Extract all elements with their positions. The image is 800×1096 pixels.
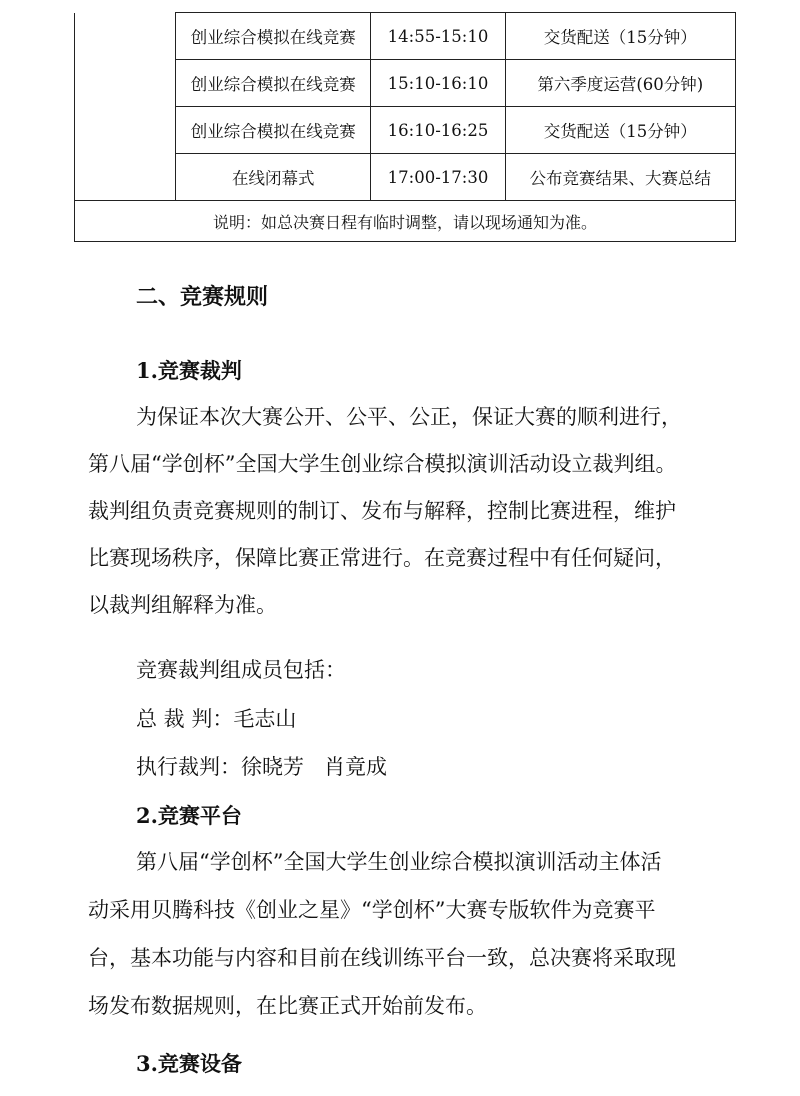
table-row	[75, 154, 736, 201]
table-row	[75, 107, 736, 154]
table-cell-session: 创业综合模拟在线竞赛	[176, 60, 371, 107]
schedule-table	[74, 12, 736, 242]
paragraph-line: 以裁判组解释为准。	[88, 593, 277, 617]
table-cell-blank	[75, 154, 176, 201]
table-cell-time: 14:55-15:10	[371, 13, 505, 60]
section-title: 二、竞赛规则	[136, 284, 269, 310]
table-cell-session: 在线闭幕式	[176, 154, 371, 201]
table-cell-content: 第六季度运营(60分钟)	[505, 60, 735, 107]
table-cell-time: 16:10-16:25	[371, 107, 505, 154]
table-cell-content: 交货配送（15分钟）	[505, 107, 735, 154]
table-row	[75, 60, 736, 107]
paragraph-line: 动采用贝腾科技《创业之星》“学创杯”大赛专版软件为竞赛平	[88, 898, 656, 922]
chief-referee: 总 裁 判：毛志山	[136, 707, 297, 731]
members-intro: 竞赛裁判组成员包括：	[136, 658, 346, 682]
paragraph-line: 第八届“学创杯”全国大学生创业综合模拟演训活动主体活	[136, 850, 662, 874]
table-cell-blank	[75, 107, 176, 154]
schedule-note: 说明：如总决赛日程有临时调整，请以现场通知为准。	[75, 201, 736, 242]
paragraph-line: 台，基本功能与内容和目前在线训练平台一致，总决赛将采取现	[88, 946, 676, 970]
table-row-note	[75, 201, 736, 242]
subsection-heading-platform: 2.竞赛平台	[136, 803, 242, 828]
table-cell-time: 15:10-16:10	[371, 60, 505, 107]
table-cell-blank	[75, 60, 176, 107]
table-cell-session: 创业综合模拟在线竞赛	[176, 13, 371, 60]
paragraph-line: 场发布数据规则，在比赛正式开始前发布。	[88, 994, 487, 1018]
table-row	[75, 13, 736, 60]
subsection-heading-equipment: 3.竞赛设备	[136, 1051, 242, 1076]
executive-referees: 执行裁判：徐晓芳 肖竟成	[136, 755, 388, 779]
table-cell-content: 公布竞赛结果、大赛总结	[505, 154, 735, 201]
table-cell-content: 交货配送（15分钟）	[505, 13, 735, 60]
paragraph-line: 第八届“学创杯”全国大学生创业综合模拟演训活动设立裁判组。	[88, 452, 677, 476]
table-cell-session: 创业综合模拟在线竞赛	[176, 107, 371, 154]
subsection-heading-referee: 1.竞赛裁判	[136, 358, 242, 383]
paragraph-line: 为保证本次大赛公开、公平、公正，保证大赛的顺利进行，	[136, 405, 682, 429]
paragraph-line: 裁判组负责竞赛规则的制订、发布与解释，控制比赛进程，维护	[88, 499, 676, 523]
table-cell-blank	[75, 13, 176, 60]
table-cell-time: 17:00-17:30	[371, 154, 505, 201]
paragraph-line: 比赛现场秩序，保障比赛正常进行。在竞赛过程中有任何疑问，	[88, 546, 676, 570]
